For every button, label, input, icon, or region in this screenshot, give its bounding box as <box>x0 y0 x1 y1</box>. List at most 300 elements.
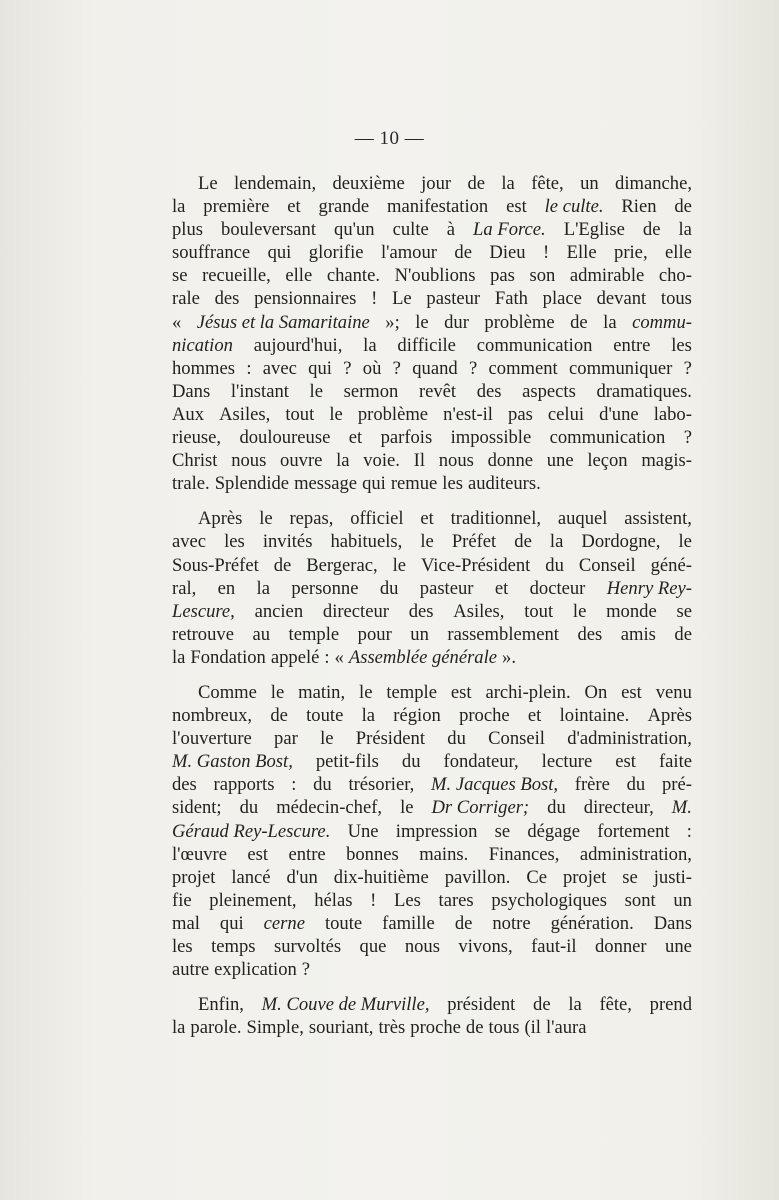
word: le <box>420 531 434 553</box>
word: les <box>172 936 193 957</box>
word: frère <box>574 774 610 796</box>
word: M. Jacques Bost, <box>431 774 559 796</box>
word: pasteur <box>419 577 474 599</box>
word: les <box>671 334 692 356</box>
word: ! <box>370 889 377 911</box>
word: ancien <box>254 600 304 622</box>
word: fête, <box>599 994 632 1016</box>
word: sermon <box>343 380 399 402</box>
word: Préfet <box>451 531 497 553</box>
word: du <box>239 797 259 819</box>
word: qui <box>362 473 386 495</box>
word: elle <box>665 242 692 264</box>
word: mal <box>172 912 200 934</box>
word: personne <box>291 577 359 599</box>
word: par <box>274 728 298 750</box>
word: rieuse, <box>172 427 222 449</box>
word: le <box>572 600 587 622</box>
word: la <box>603 311 617 333</box>
word: nous <box>404 936 440 957</box>
word: pour <box>357 623 392 645</box>
word: auditeurs. <box>467 473 541 495</box>
word: prie, <box>614 242 648 264</box>
word: : <box>291 774 297 796</box>
body-text <box>172 172 692 1039</box>
word: et <box>348 427 363 449</box>
text-line <box>172 600 692 623</box>
word: donner <box>594 936 647 957</box>
word: de <box>270 705 288 727</box>
word: qui <box>308 357 332 379</box>
word: faite <box>658 751 692 773</box>
word: souriant, <box>308 1017 374 1039</box>
word: hélas <box>314 889 353 911</box>
word: en <box>217 577 236 599</box>
word: Jésus et la Samaritaine <box>196 311 370 333</box>
word: autre <box>172 959 210 981</box>
word: leçon <box>587 450 628 472</box>
word: Dans <box>653 912 692 934</box>
word: Lescure, <box>172 600 235 622</box>
word: ? <box>683 427 692 449</box>
text-line <box>172 681 692 704</box>
word: traditionnel, <box>450 508 542 530</box>
word: tout <box>285 403 315 425</box>
word: »; <box>385 311 400 333</box>
word: place <box>542 288 582 310</box>
word: Splendide <box>214 473 290 495</box>
word: : <box>324 646 330 668</box>
word: docteur <box>529 577 586 599</box>
word: « <box>334 646 344 668</box>
word: des <box>214 288 240 310</box>
word: voie. <box>363 450 400 472</box>
word: fortement <box>597 820 670 842</box>
word: pleinement, <box>209 889 297 911</box>
word: « <box>172 311 182 333</box>
text-line <box>172 889 692 912</box>
word: Le <box>392 288 412 310</box>
word: Finances, <box>488 843 560 865</box>
word: ! <box>543 242 550 264</box>
word: le <box>320 728 334 750</box>
word: douloureuse <box>239 427 331 449</box>
word: recueille, <box>202 265 271 287</box>
word: aujourd'hui, <box>253 334 343 356</box>
word: où <box>362 357 382 379</box>
text-line <box>172 935 692 958</box>
word: communication <box>476 334 593 356</box>
word: le <box>270 681 285 703</box>
text-line <box>172 472 692 495</box>
word: vivons, <box>458 936 513 957</box>
word: Le <box>198 173 218 194</box>
word: médecin-chef, <box>276 797 383 819</box>
word: l'amour <box>380 242 437 264</box>
word: trésorier, <box>348 774 415 796</box>
text-line <box>172 530 692 553</box>
word: Fath <box>494 288 528 310</box>
word: le <box>415 311 429 333</box>
word: une <box>546 450 574 472</box>
word: archi-plein. <box>485 681 571 703</box>
word: est <box>615 751 636 773</box>
word: de <box>674 196 692 218</box>
word: de <box>533 994 551 1016</box>
word: Dieu <box>489 242 526 264</box>
word: la <box>172 1017 186 1039</box>
word: la <box>678 219 692 241</box>
word: M. Couve de Murville, <box>261 994 430 1016</box>
word: ? <box>392 357 401 379</box>
text-line <box>172 287 692 310</box>
word: (il <box>524 1017 541 1039</box>
word: tout <box>524 600 554 622</box>
word: la <box>501 173 515 194</box>
word: assistent, <box>624 508 692 530</box>
word: Elle <box>566 242 597 264</box>
word: toute <box>306 705 344 727</box>
word: rassemblement <box>447 623 559 645</box>
word: lecture <box>541 751 593 773</box>
word: devant <box>596 288 647 310</box>
text-line <box>172 426 692 449</box>
text-line <box>172 820 692 843</box>
word: est <box>621 681 642 703</box>
word: du <box>401 751 421 773</box>
word: souffrance <box>172 242 251 264</box>
word: le <box>678 531 692 553</box>
word: très <box>378 1017 406 1039</box>
word: président <box>447 994 516 1016</box>
word: Enfin, <box>198 994 244 1016</box>
word: celui <box>547 403 585 425</box>
word: les <box>442 473 463 495</box>
word: entre <box>288 843 326 865</box>
word: d'administration, <box>567 728 692 750</box>
word: dur <box>444 311 469 333</box>
word: du <box>545 554 564 576</box>
word: M. <box>671 797 692 819</box>
word: à <box>446 219 456 241</box>
word: de <box>570 311 588 333</box>
word: qu'un <box>334 219 375 241</box>
word: de <box>514 531 532 553</box>
word: Une <box>347 820 379 842</box>
paragraph-gap <box>172 669 692 681</box>
word: mains. <box>419 843 469 865</box>
word: magis- <box>641 450 692 472</box>
word: du <box>626 774 646 796</box>
word: Dordogne, <box>581 531 661 553</box>
word: les <box>224 531 245 553</box>
text-line <box>172 623 692 646</box>
word: trale. <box>172 473 210 495</box>
word: ? <box>301 959 311 981</box>
word: ? <box>468 357 478 379</box>
word: survoltés <box>273 936 342 957</box>
word: : <box>246 357 252 379</box>
word: se <box>494 820 511 842</box>
word: entre <box>613 334 651 356</box>
word: se <box>676 600 692 622</box>
word: Géraud Rey-Lescure. <box>172 820 331 842</box>
text-line <box>172 993 692 1016</box>
text-line <box>172 646 692 669</box>
word: grande <box>318 196 370 218</box>
word: des <box>408 600 434 622</box>
text-line <box>172 912 692 935</box>
word: remue <box>390 473 438 495</box>
text-line <box>172 264 692 287</box>
word: du <box>379 577 399 599</box>
word: des <box>476 380 502 402</box>
word: lancé <box>231 866 271 888</box>
word: la <box>256 577 270 599</box>
word: le <box>329 403 343 425</box>
word: génération. <box>550 912 634 934</box>
word: le <box>400 797 414 819</box>
word: l'aura <box>545 1017 587 1039</box>
word: retrouve <box>172 623 234 645</box>
text-line <box>172 866 692 889</box>
word: au <box>252 623 271 645</box>
word: matin, <box>298 681 346 703</box>
word: repas, <box>289 508 334 530</box>
word: Assemblée générale <box>348 646 498 668</box>
text-line <box>172 750 692 773</box>
word: projet <box>562 866 607 888</box>
word: géné- <box>650 554 692 576</box>
word: Il <box>413 450 425 472</box>
word: est <box>506 196 527 218</box>
word: manifestation <box>387 196 489 218</box>
word: de <box>454 912 473 934</box>
word: : <box>686 820 692 842</box>
word: officiel <box>350 508 404 530</box>
word: Conseil <box>488 728 545 750</box>
word: N'oublions <box>394 265 476 287</box>
paragraph-gap <box>172 495 692 507</box>
word: comment <box>488 357 558 379</box>
word: monde <box>606 600 657 622</box>
word: Simple, <box>246 1017 304 1039</box>
word: qui <box>267 242 292 264</box>
word: des <box>577 623 603 645</box>
word: le culte. <box>544 196 604 218</box>
word: proche <box>410 1017 461 1039</box>
word: le <box>309 380 323 402</box>
word: ? <box>343 357 352 379</box>
word: du <box>447 728 466 750</box>
word: impression <box>395 820 478 842</box>
word: admirable <box>569 265 645 287</box>
word: tous <box>488 1017 520 1039</box>
text-line <box>172 195 692 218</box>
word: parfois <box>380 427 433 449</box>
word: directeur <box>322 600 389 622</box>
word: famille <box>382 912 435 934</box>
word: de <box>454 242 472 264</box>
word: petit-fils <box>315 751 379 773</box>
paragraph-gap <box>172 981 692 993</box>
text-line <box>172 704 692 727</box>
word: Après <box>198 508 243 530</box>
word: jour <box>421 173 452 194</box>
text-line <box>172 449 692 472</box>
word: Vice-Président <box>420 554 531 576</box>
word: explication <box>214 959 297 981</box>
word: avec <box>262 357 297 379</box>
word: cho- <box>658 265 692 287</box>
word: nous <box>231 450 267 472</box>
word: dix-huitième <box>333 866 429 888</box>
word: bouleversant <box>221 219 317 241</box>
word: dramatiques. <box>596 380 692 402</box>
text-line <box>172 1016 692 1039</box>
word: plus <box>172 219 203 241</box>
word: d'une <box>599 403 639 425</box>
word: communiquer <box>569 357 673 379</box>
word: Sous-Préfet <box>172 554 259 576</box>
word: se <box>622 866 638 888</box>
word: pas <box>508 403 533 425</box>
word: ». <box>502 646 516 668</box>
word: auquel <box>557 508 608 530</box>
word: communication <box>549 427 666 449</box>
word: le <box>259 508 273 530</box>
word: cerne <box>263 912 305 934</box>
word: Les <box>394 889 421 911</box>
text-line <box>172 380 692 403</box>
word: et <box>420 508 434 530</box>
word: ral, <box>172 577 197 599</box>
word: La Force. <box>473 219 546 241</box>
word: proche <box>459 705 510 727</box>
word: L'Eglise <box>563 219 625 241</box>
page-number: — 10 — <box>354 128 425 149</box>
word: un <box>580 173 599 194</box>
word: nication <box>172 334 233 356</box>
word: dimanche, <box>615 173 692 194</box>
word: et <box>494 577 509 599</box>
word: pas <box>490 265 515 287</box>
word: du <box>313 774 332 796</box>
word: une <box>665 936 692 957</box>
word: deuxième <box>332 173 405 194</box>
word: aspects <box>522 380 576 402</box>
text-line <box>172 403 692 426</box>
word: que <box>359 936 387 957</box>
word: région <box>393 705 441 727</box>
word: chante. <box>326 265 380 287</box>
word: Rien <box>621 196 657 218</box>
text-line <box>172 843 692 866</box>
text-line <box>172 554 692 577</box>
word: d'un <box>286 866 318 888</box>
word: son <box>529 265 556 287</box>
word: venu <box>655 681 692 703</box>
word: elle <box>285 265 313 287</box>
word: M. Gaston Bost, <box>172 751 293 773</box>
word: problème <box>484 311 555 333</box>
word: nous <box>438 450 474 472</box>
text-line <box>172 507 692 530</box>
word: Ce <box>526 866 547 888</box>
word: fête, <box>531 173 564 194</box>
word: prend <box>649 994 692 1016</box>
word: l'instant <box>230 380 289 402</box>
word: Asiles, <box>453 600 505 622</box>
word: ouvre <box>280 450 323 472</box>
word: Conseil <box>578 554 636 576</box>
word: la <box>549 531 564 553</box>
paragraph <box>172 172 692 495</box>
word: Christ <box>172 450 218 472</box>
word: impossible <box>450 427 532 449</box>
word: de <box>642 219 661 241</box>
word: Henry Rey- <box>606 577 692 599</box>
text-line <box>172 334 692 357</box>
word: Asiles, <box>219 403 271 425</box>
word: dégage <box>527 820 581 842</box>
word: sident; <box>172 797 222 819</box>
word: donne <box>487 450 534 472</box>
word: Bergerac, <box>306 554 378 576</box>
word: se <box>172 265 188 287</box>
word: première <box>203 196 270 218</box>
word: hommes <box>172 357 236 379</box>
word: la <box>172 196 186 218</box>
word: projet <box>172 866 216 888</box>
word: appelé <box>270 646 320 668</box>
word: n'est-il <box>443 403 493 425</box>
word: et <box>527 705 542 727</box>
text-line <box>172 357 692 380</box>
word: glorifie <box>308 242 364 264</box>
word: bonnes <box>346 843 399 865</box>
word: pavillon. <box>444 866 511 888</box>
word: le <box>392 554 407 576</box>
word: est <box>450 681 472 703</box>
paragraph <box>172 507 692 669</box>
text-line <box>172 796 692 819</box>
word: le <box>359 681 373 703</box>
word: nombreux, <box>172 705 253 727</box>
word: message <box>294 473 358 495</box>
word: culte <box>392 219 429 241</box>
word: notre <box>492 912 531 934</box>
word: la <box>361 705 376 727</box>
text-line <box>172 727 692 750</box>
word: commu- <box>632 311 692 333</box>
word: justi- <box>653 866 692 888</box>
word: avec <box>172 531 207 553</box>
word: toute <box>324 912 363 934</box>
text-line <box>172 311 692 334</box>
text-line <box>172 773 692 796</box>
word: la <box>336 450 350 472</box>
word: est <box>247 843 269 865</box>
word: Dr Corriger; <box>431 797 530 819</box>
word: temps <box>211 936 256 957</box>
word: temple <box>288 623 340 645</box>
word: Après <box>647 705 692 727</box>
word: problème <box>357 403 429 425</box>
word: pasteur <box>426 288 481 310</box>
word: pré- <box>661 774 692 796</box>
word: difficile <box>397 334 456 356</box>
